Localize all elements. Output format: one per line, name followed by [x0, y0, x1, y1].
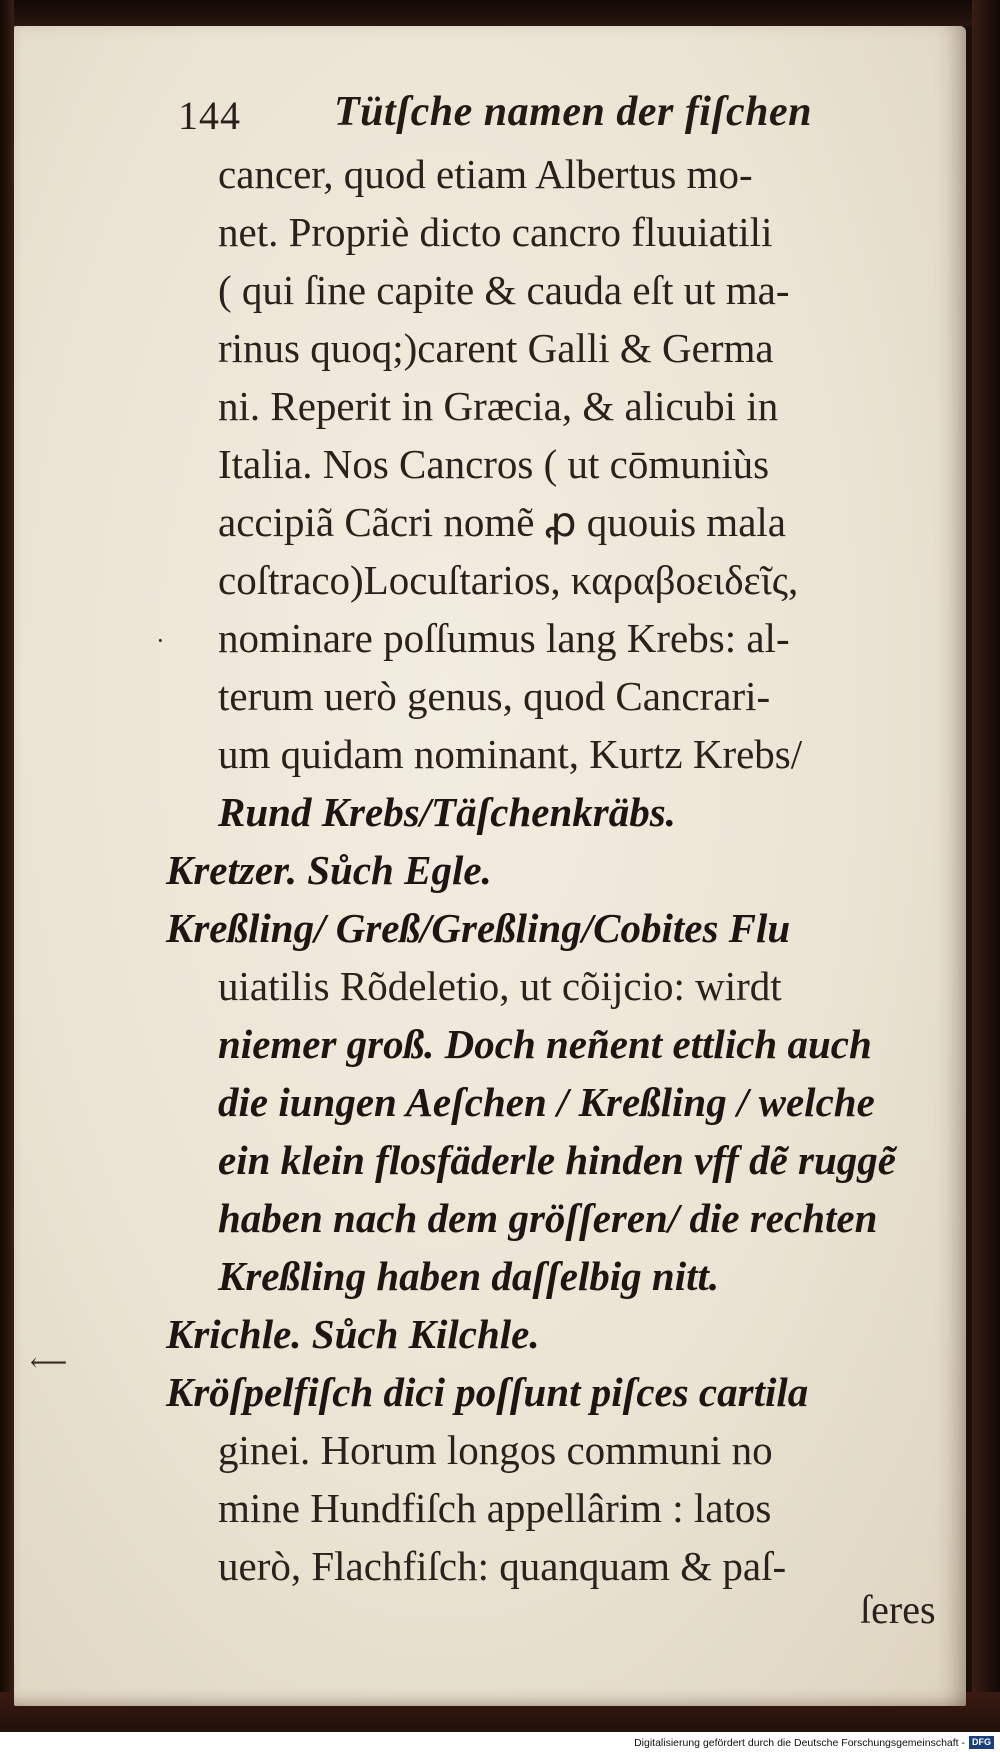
text-line: ginei. Horum longos communi no	[218, 1427, 773, 1473]
binding-left-edge	[0, 0, 14, 1752]
footer-bar	[0, 1732, 1000, 1752]
text-line: die iungen Aeſchen / Kreßling / welche	[218, 1079, 875, 1125]
running-head-title: Tütſche namen der fiſchen	[334, 89, 812, 135]
body-text	[14, 26, 966, 1706]
margin-dot-mark: ·	[156, 626, 165, 655]
page-number: 144	[178, 93, 241, 138]
text-line: mine Hundfiſch appellârim : latos	[218, 1485, 772, 1531]
margin-arrow-mark: ⟵	[30, 1348, 68, 1377]
credit-text: Digitalisierung gefördert durch die Deutsche Forschungsgemeinschaft -	[634, 1736, 965, 1749]
text-line: rinus quoq;)carent Galli & Germa	[218, 325, 774, 371]
text-line: um quidam nominant, Kurtz Krebs/	[218, 731, 803, 777]
text-line: coſtraco)Locuſtarios, καραβοειδεῖς,	[218, 557, 799, 603]
text-line: Rund Krebs/Täſchenkräbs.	[218, 789, 676, 835]
dfg-logo: DFG	[969, 1736, 994, 1749]
text-line: ein klein flosfäderle hinden vff dẽ ruggẽ	[218, 1137, 896, 1183]
digitization-credit	[634, 1736, 994, 1749]
text-line: net. Propriè dicto cancro fluuiatili	[218, 209, 773, 255]
text-line: cancer, quod etiam Albertus mo-	[218, 151, 753, 197]
entry-heading-kressling: Kreßling/ Greß/Greßling/Cobites Flu	[166, 905, 791, 951]
text-line: haben nach dem gröſſeren/ die rechten	[218, 1195, 878, 1241]
book-page	[14, 26, 966, 1706]
entry-heading-krichle: Krichle. Sůch Kilchle.	[166, 1311, 540, 1357]
text-line: accipiã Cãcri nomẽ ꝓ quouis mala	[218, 499, 786, 545]
entry-heading-kretzer: Kretzer. Sůch Egle.	[166, 847, 492, 893]
text-line: ni. Reperit in Græcia, & alicubi in	[218, 383, 779, 429]
text-line: uerò, Flachfiſch: quanquam & paſ-	[218, 1543, 787, 1589]
binding-top-edge	[0, 0, 1000, 26]
text-line: niemer groß. Doch neñent ettlich auch	[218, 1021, 872, 1067]
binding-right-edge	[972, 0, 1000, 1752]
catchword: ſeres	[860, 1587, 936, 1632]
text-line: Italia. Nos Cancros ( ut cōmuniùs	[218, 441, 770, 487]
text-line: Kreßling haben daſſelbig nitt.	[218, 1253, 720, 1299]
text-line: uiatilis Rõdeletio, ut cõijcio: wirdt	[218, 963, 782, 1009]
text-line: ( qui ſine capite & cauda eſt ut ma-	[218, 267, 790, 313]
text-line: nominare poſſumus lang Krebs: al-	[218, 615, 790, 661]
text-line: terum uerò genus, quod Cancrari-	[218, 673, 771, 719]
entry-heading-kroespelfisch: Kröſpelfiſch dici poſſunt piſces cartila	[166, 1369, 809, 1415]
